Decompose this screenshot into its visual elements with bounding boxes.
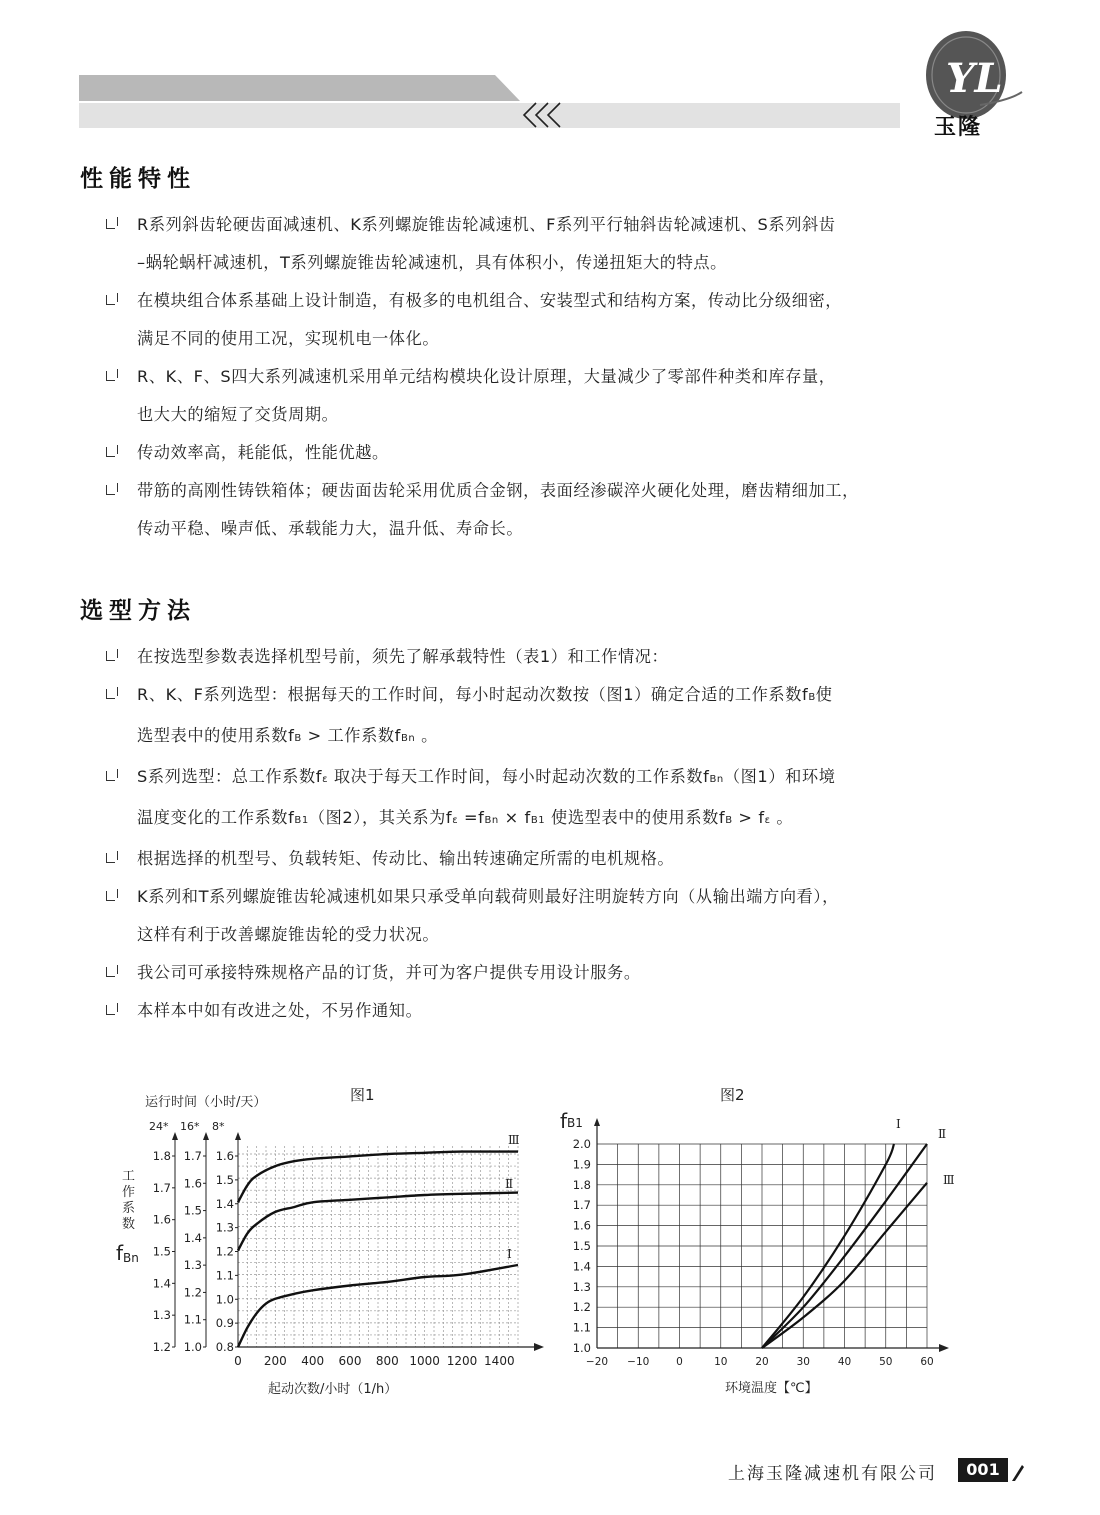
series-label: Ⅲ [943, 1173, 955, 1187]
checkbox-bullet-icon [106, 295, 115, 305]
y-tick-label: 1.7 [152, 1180, 171, 1195]
chart-title: 图2 [720, 1086, 745, 1104]
series-label: Ⅱ [505, 1177, 514, 1191]
y-tick-label: 1.5 [152, 1244, 171, 1259]
y-tick-label: 1.5 [183, 1203, 202, 1218]
list-item [100, 758, 980, 840]
y-tick-label: 0.8 [215, 1340, 234, 1354]
inline-text: × f [498, 808, 531, 827]
y-tick-label: 1.9 [572, 1157, 591, 1172]
checkbox-bullet-icon [106, 689, 115, 699]
x-tick-label: 10 [714, 1356, 728, 1368]
series-label: Ⅰ [896, 1117, 901, 1131]
y-axis-header: 24* [149, 1120, 169, 1133]
y-tick-label: 1.4 [152, 1276, 171, 1291]
list-item [100, 676, 980, 758]
list-item-line: 传动效率高，耗能低，性能优越。 [137, 443, 389, 462]
y-tick-label: 1.4 [215, 1196, 234, 1211]
x-tick-label: −10 [627, 1356, 650, 1368]
y-tick-label: 1.8 [152, 1149, 171, 1163]
y-tick-label: 1.1 [572, 1320, 591, 1335]
list-item [100, 282, 980, 358]
y-axis-label: 系 [122, 1201, 136, 1216]
list-item-line: –蜗轮蜗杆减速机，T系列螺旋锥齿轮减速机，具有体积小，传递扭矩大的特点。 [137, 253, 727, 272]
y-tick-label: 1.1 [215, 1268, 234, 1283]
x-axis-label: 起动次数/小时（1/h） [268, 1382, 398, 1397]
x-tick-label: −20 [585, 1356, 609, 1368]
inline-text: 使 [815, 685, 833, 704]
x-tick-label: 1200 [446, 1354, 478, 1368]
inline-text: 。 [770, 808, 794, 827]
subscript-text: Bn [709, 774, 724, 785]
y-tick-label: 1.5 [215, 1172, 234, 1187]
y-axis-label: 工 [122, 1169, 136, 1184]
y-tick-label: 1.0 [572, 1341, 591, 1355]
top-axis-label: 运行时间（小时/天） [145, 1095, 267, 1110]
y-tick-label: 1.1 [183, 1312, 202, 1327]
x-tick-label: 60 [920, 1356, 934, 1368]
subscript-text: Bn [484, 815, 499, 826]
list-item-line [137, 758, 980, 799]
list-item-line [137, 676, 980, 717]
y-tick-label: 1.6 [152, 1212, 171, 1227]
y-tick-label: 1.6 [183, 1176, 202, 1191]
y-axis-arrow-icon [172, 1132, 178, 1140]
x-tick-label: 0 [234, 1354, 242, 1368]
checkbox-bullet-icon [106, 447, 115, 457]
page-slash-icon [1010, 1461, 1024, 1481]
section-title-selection: 选型方法 [80, 598, 196, 624]
checkbox-bullet-icon [106, 371, 115, 381]
checkbox-bullet-icon [106, 651, 115, 661]
checkbox-bullet-icon [106, 853, 115, 863]
checkbox-bullet-icon [106, 485, 115, 495]
y-axis-label: 数 [122, 1217, 136, 1232]
list-item-line: 也大大的缩短了交货周期。 [137, 405, 339, 424]
y-axis-symbol-sub: Bn [123, 1251, 139, 1265]
y-tick-label: 1.0 [215, 1292, 234, 1307]
y-tick-label: 1.2 [572, 1300, 591, 1315]
y-tick-label: 1.3 [183, 1258, 202, 1273]
checkbox-bullet-icon [106, 1005, 115, 1015]
inline-text: =f [458, 808, 485, 827]
list-item-line: 这样有利于改善螺旋锥齿轮的受力状况。 [137, 925, 440, 944]
list-item [100, 954, 980, 992]
y-axis-header: 16* [180, 1120, 200, 1133]
list-item [100, 472, 980, 548]
inline-text: 选型表中的使用系数f [137, 726, 295, 745]
x-tick-label: 1000 [409, 1354, 440, 1368]
y-tick-label: 1.8 [572, 1177, 591, 1192]
inline-text: 取决于每天工作时间，每小时起动次数的工作系数f [328, 767, 710, 786]
footer-company: 上海玉隆减速机有限公司 [728, 1464, 937, 1484]
list-item-line: 在模块组合体系基础上设计制造，有极多的电机组合、安装型式和结构方案，传动比分级细密， [137, 291, 843, 310]
y-tick-label: 2.0 [572, 1137, 591, 1151]
subscript-text: B1 [294, 815, 309, 826]
series-label: Ⅲ [508, 1133, 520, 1147]
list-item [100, 638, 980, 676]
company-logo-icon [926, 31, 1022, 119]
inline-text: S系列选型：总工作系数f [137, 767, 323, 786]
y-tick-label: 1.4 [572, 1259, 591, 1274]
y-tick-label: 1.2 [152, 1340, 171, 1354]
subscript-text: B [725, 815, 733, 826]
y-tick-label: 1.3 [572, 1279, 591, 1294]
y-axis-arrow-icon [203, 1132, 209, 1140]
list-item-line: 在按选型参数表选择机型号前，须先了解承载特性（表1）和工作情况： [137, 647, 669, 666]
y-axis-arrow-icon [235, 1132, 241, 1140]
x-tick-label: 30 [796, 1356, 810, 1368]
checkbox-bullet-icon [106, 967, 115, 977]
y-tick-label: 1.4 [183, 1230, 202, 1245]
series-label: Ⅱ [938, 1127, 947, 1141]
x-axis-arrow-icon [939, 1344, 949, 1352]
x-tick-label: 0 [676, 1356, 683, 1368]
x-tick-label: 50 [879, 1356, 893, 1368]
list-item-line [137, 717, 980, 758]
y-tick-label: 1.0 [183, 1340, 202, 1354]
y-tick-label: 1.6 [215, 1149, 234, 1163]
subscript-text: ε [452, 815, 459, 826]
series-label: Ⅰ [507, 1247, 512, 1261]
subscript-text: B [808, 692, 816, 703]
x-tick-label: 1400 [484, 1354, 515, 1368]
y-axis-symbol-sub: B1 [567, 1116, 583, 1130]
y-axis-header: 8* [212, 1120, 225, 1133]
list-item-line: K系列和T系列螺旋锥齿轮减速机如果只承受单向载荷则最好注明旋转方向（从输出端方向看）， [137, 887, 839, 906]
chart-title: 图1 [350, 1086, 375, 1104]
page-number: 001 [958, 1458, 1008, 1482]
list-item [100, 840, 980, 878]
inline-text: 温度变化的工作系数f [137, 808, 295, 827]
logo-letters: YL [946, 55, 1003, 102]
y-tick-label: 1.5 [572, 1239, 591, 1253]
x-tick-label: 800 [375, 1354, 399, 1368]
list-item-line: R系列斜齿轮硬齿面减速机、K系列螺旋锥齿轮减速机、F系列平行轴斜齿轮减速机、S系列斜齿 [137, 215, 836, 234]
y-tick-label: 1.6 [572, 1218, 591, 1233]
list-item [100, 434, 980, 472]
performance-list [100, 206, 980, 548]
list-item [100, 206, 980, 282]
inline-text: 使选型表中的使用系数f [545, 808, 726, 827]
list-item [100, 358, 980, 434]
series-line [238, 1193, 518, 1251]
list-item-line: 我公司可承接特殊规格产品的订货，并可为客户提供专用设计服务。 [137, 963, 641, 982]
subscript-text: B [294, 733, 302, 744]
y-tick-label: 1.3 [215, 1220, 234, 1235]
y-tick-label: 1.2 [215, 1244, 234, 1259]
y-axis-label: 作 [122, 1185, 136, 1200]
x-tick-label: 600 [338, 1354, 362, 1368]
list-item-line: 传动平稳、噪声低、承载能力大，温升低、寿命长。 [137, 519, 524, 538]
y-tick-label: 1.3 [152, 1308, 171, 1323]
y-tick-label: 1.7 [572, 1198, 591, 1213]
y-axis-arrow-icon [594, 1118, 600, 1126]
x-tick-label: 200 [263, 1354, 287, 1368]
x-axis-label: 环境温度【℃】 [725, 1381, 818, 1396]
list-item [100, 992, 980, 1030]
list-item-line: 本样本中如有改进之处，不另作通知。 [137, 1001, 423, 1020]
logo-text: 玉隆 [934, 114, 983, 140]
x-tick-label: 400 [301, 1354, 325, 1368]
subscript-text: ε [322, 774, 329, 785]
list-item-line: R、K、F、S四大系列减速机采用单元结构模块化设计原理，大量减少了零部件种类和库存量， [137, 367, 836, 386]
y-axis-symbol: fBn [116, 1241, 139, 1265]
checkbox-bullet-icon [106, 891, 115, 901]
list-item-line: 带筋的高刚性铸铁箱体；硬齿面齿轮采用优质合金钢，表面经渗碳淬火硬化处理，磨齿精细加工， [137, 481, 859, 500]
section-title-performance: 性能特性 [80, 166, 196, 192]
chart-figure-1 [100, 1078, 560, 1408]
y-tick-label: 1.2 [183, 1285, 202, 1300]
checkbox-bullet-icon [106, 219, 115, 229]
list-item-line [137, 799, 980, 840]
selection-list [100, 638, 980, 1030]
inline-text: （图2），其关系为f [308, 808, 453, 827]
y-axis-symbol: fB1 [560, 1109, 583, 1133]
checkbox-bullet-icon [106, 771, 115, 781]
y-tick-label: 0.9 [215, 1316, 234, 1331]
inline-text: （图1）和环境 [723, 767, 836, 786]
y-tick-label: 1.7 [183, 1149, 202, 1163]
inline-text: > f [732, 808, 765, 827]
inline-text: > 工作系数f [301, 726, 401, 745]
x-tick-label: 20 [755, 1356, 769, 1368]
subscript-text: Bn [400, 733, 416, 744]
subscript-text: ε [764, 815, 771, 826]
subscript-text: B1 [530, 815, 546, 826]
list-item [100, 878, 980, 954]
inline-text: R、K、F系列选型：根据每天的工作时间，每小时起动次数按（图1）确定合适的工作系数f [137, 685, 809, 704]
chart-figure-2 [550, 1078, 970, 1408]
inline-text: 。 [415, 726, 438, 745]
list-item-line: 根据选择的机型号、负载转矩、传动比、输出转速确定所需的电机规格。 [137, 849, 675, 868]
list-item-line: 满足不同的使用工况，实现机电一体化。 [137, 329, 440, 348]
x-tick-label: 40 [837, 1356, 852, 1368]
x-axis-arrow-icon [534, 1343, 544, 1351]
